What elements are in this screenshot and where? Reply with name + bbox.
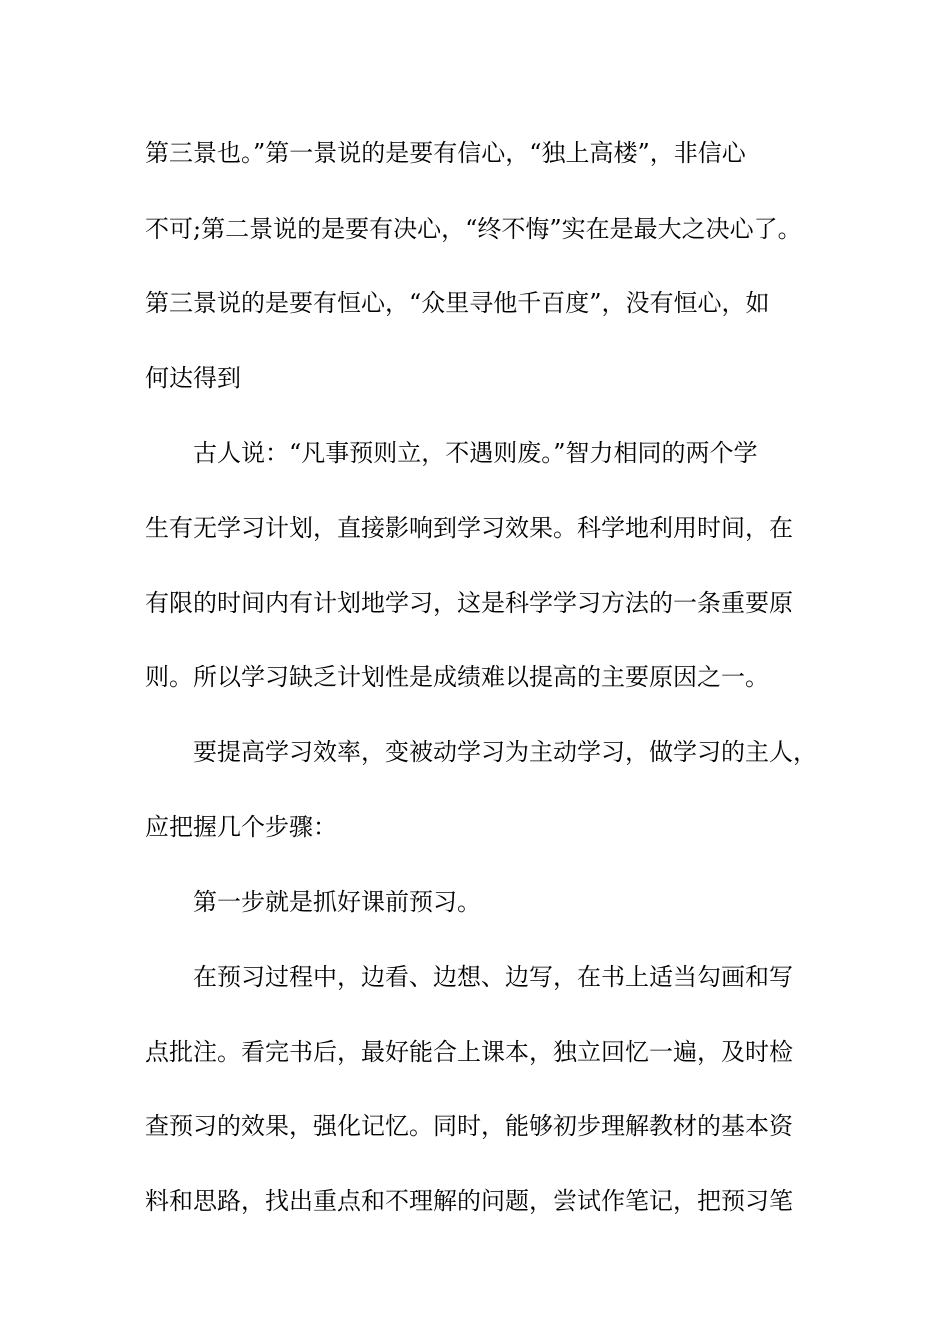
text-line-13: 点批注。看完书后，最好能合上课本，独立回忆一遍，及时检 <box>145 1038 793 1066</box>
text-line-2: 不可;第二景说的是要有决心，“终不悔”实在是最大之决心了。 <box>145 215 802 243</box>
text-line-4: 何达得到 <box>145 364 241 392</box>
text-line-3: 第三景说的是要有恒心，“众里寻他千百度”，没有恒心，如 <box>145 289 770 317</box>
text-line-9: 要提高学习效率，变被动学习为主动学习，做学习的主人， <box>193 738 817 766</box>
text-line-7: 有限的时间内有计划地学习，这是科学学习方法的一条重要原 <box>145 589 793 617</box>
text-line-6: 生有无学习计划，直接影响到学习效果。科学地利用时间，在 <box>145 514 793 542</box>
text-line-15: 料和思路，找出重点和不理解的问题，尝试作笔记，把预习笔 <box>145 1187 793 1215</box>
text-line-14: 查预习的效果，强化记忆。同时，能够初步理解教材的基本资 <box>145 1112 793 1140</box>
text-line-11: 第一步就是抓好课前预习。 <box>193 888 481 916</box>
text-line-5: 古人说：“凡事预则立，不遇则废。”智力相同的两个学 <box>193 439 758 467</box>
text-line-10: 应把握几个步骤： <box>145 813 337 841</box>
text-line-1: 第三景也。”第一景说的是要有信心，“独上高楼”，非信心 <box>145 139 746 167</box>
text-line-8: 则。所以学习缺乏计划性是成绩难以提高的主要原因之一。 <box>145 663 769 691</box>
text-line-12: 在预习过程中，边看、边想、边写，在书上适当勾画和写 <box>193 963 793 991</box>
